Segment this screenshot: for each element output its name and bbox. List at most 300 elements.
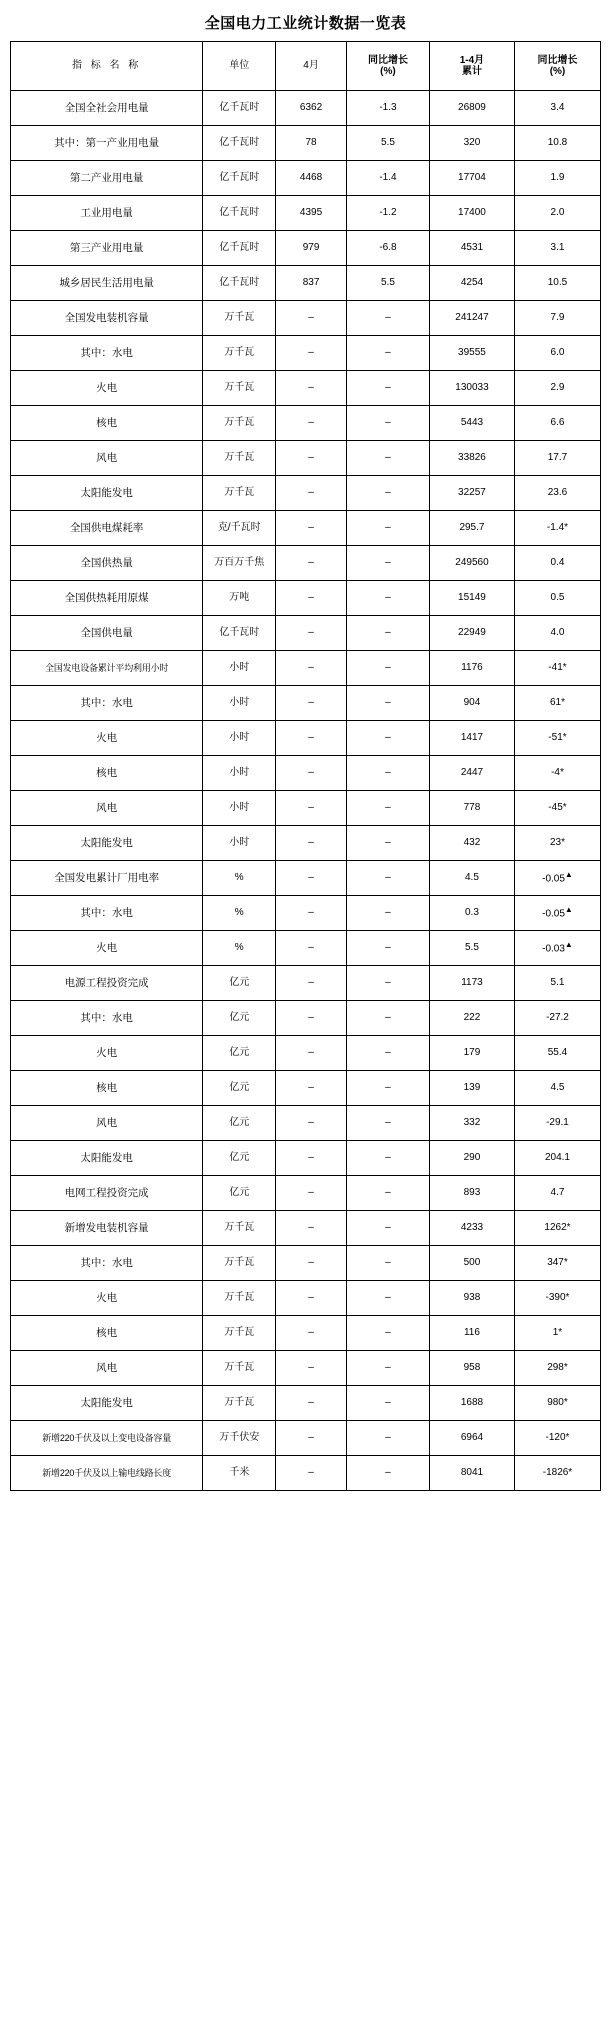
table-row	[11, 931, 601, 966]
cell-month-yoy: –	[346, 476, 429, 511]
cell-indicator-name: 工业用电量	[11, 196, 203, 231]
cell-value: -0.03	[542, 943, 565, 955]
cell-month-yoy: –	[346, 756, 429, 791]
cell-unit: 亿千瓦时	[203, 126, 276, 161]
cell-unit: 亿千瓦时	[203, 231, 276, 266]
cell-cumulative-yoy: 347*	[514, 1246, 600, 1281]
table-row	[11, 546, 601, 581]
cell-month-value: –	[276, 336, 347, 371]
cell-unit: 万千瓦	[203, 476, 276, 511]
cell-cumulative-value: 432	[429, 826, 514, 861]
table-row	[11, 1176, 601, 1211]
table-body	[11, 91, 601, 1491]
cell-cumulative-value: 778	[429, 791, 514, 826]
cell-month-yoy: –	[346, 651, 429, 686]
cell-cumulative-value: 116	[429, 1316, 514, 1351]
cell-cumulative-yoy: -120*	[514, 1421, 600, 1456]
header-yoy-month	[346, 42, 429, 91]
cell-month-value: –	[276, 686, 347, 721]
header-yoy-month-line1: 同比增长	[367, 54, 408, 66]
cell-month-yoy: –	[346, 301, 429, 336]
table-row	[11, 1316, 601, 1351]
cell-month-value: –	[276, 1141, 347, 1176]
cell-indicator-name: 火电	[11, 931, 203, 966]
cell-unit: 小时	[203, 651, 276, 686]
cell-cumulative-yoy: 2.9	[514, 371, 600, 406]
cell-cumulative-value: 32257	[429, 476, 514, 511]
table-row	[11, 756, 601, 791]
cell-unit: 亿千瓦时	[203, 161, 276, 196]
cell-cumulative-yoy: 980*	[514, 1386, 600, 1421]
cell-unit: 亿元	[203, 1036, 276, 1071]
cell-indicator-name: 风电	[11, 441, 203, 476]
cell-month-value: –	[276, 441, 347, 476]
cell-cumulative-yoy: 298*	[514, 1351, 600, 1386]
table-row	[11, 896, 601, 931]
cell-unit: 千米	[203, 1456, 276, 1491]
cell-indicator-name: 第二产业用电量	[11, 161, 203, 196]
cell-cumulative-yoy: 3.1	[514, 231, 600, 266]
cell-cumulative-yoy: 2.0	[514, 196, 600, 231]
table-row	[11, 126, 601, 161]
cell-cumulative-value: 139	[429, 1071, 514, 1106]
cell-unit: 亿元	[203, 1106, 276, 1141]
cell-indicator-name: 全国发电设备累计平均利用小时	[11, 651, 203, 686]
cell-cumulative-value: 22949	[429, 616, 514, 651]
cell-month-yoy: –	[346, 441, 429, 476]
cell-cumulative-value: 1417	[429, 721, 514, 756]
cell-indicator-name: 核电	[11, 756, 203, 791]
cell-indicator-name: 其中：水电	[11, 1001, 203, 1036]
cell-cumulative-value: 1688	[429, 1386, 514, 1421]
cell-month-yoy: –	[346, 336, 429, 371]
cell-cumulative-value: 130033	[429, 371, 514, 406]
cell-month-value: 6362	[276, 91, 347, 126]
cell-indicator-name: 火电	[11, 371, 203, 406]
cell-cumulative-yoy: -4*	[514, 756, 600, 791]
cell-indicator-name: 太阳能发电	[11, 1386, 203, 1421]
table-row	[11, 511, 601, 546]
cell-month-value: –	[276, 1281, 347, 1316]
cell-month-yoy: –	[346, 1176, 429, 1211]
cell-month-value: –	[276, 1246, 347, 1281]
cell-cumulative-yoy: 23*	[514, 826, 600, 861]
cell-indicator-name: 全国发电装机容量	[11, 301, 203, 336]
cell-month-value: 979	[276, 231, 347, 266]
cell-cumulative-yoy: -1826*	[514, 1456, 600, 1491]
cell-month-value: –	[276, 896, 347, 931]
cell-indicator-name: 全国供热量	[11, 546, 203, 581]
cell-cumulative-value: 33826	[429, 441, 514, 476]
cell-cumulative-value: 295.7	[429, 511, 514, 546]
cell-month-yoy: –	[346, 1036, 429, 1071]
cell-unit: 万千瓦	[203, 301, 276, 336]
cell-month-yoy: –	[346, 371, 429, 406]
header-month: 4月	[276, 42, 347, 91]
cell-month-value: –	[276, 931, 347, 966]
cell-unit: 小时	[203, 686, 276, 721]
cell-value: -0.05	[542, 873, 565, 885]
cell-month-yoy: –	[346, 1351, 429, 1386]
cell-cumulative-value: 893	[429, 1176, 514, 1211]
cell-month-yoy: –	[346, 1106, 429, 1141]
cell-indicator-name: 电网工程投资完成	[11, 1176, 203, 1211]
cell-unit: 亿元	[203, 1001, 276, 1036]
table-header	[11, 42, 601, 91]
cell-month-value: –	[276, 581, 347, 616]
cell-cumulative-value: 222	[429, 1001, 514, 1036]
table-row	[11, 1001, 601, 1036]
table-row	[11, 91, 601, 126]
cell-month-value: –	[276, 1071, 347, 1106]
cell-unit: 亿千瓦时	[203, 266, 276, 301]
cell-indicator-name: 核电	[11, 1316, 203, 1351]
table-row	[11, 196, 601, 231]
cell-cumulative-value: 39555	[429, 336, 514, 371]
table-row	[11, 1071, 601, 1106]
cell-unit: 万千伏安	[203, 1421, 276, 1456]
cell-cumulative-value: 0.3	[429, 896, 514, 931]
cell-month-yoy: –	[346, 406, 429, 441]
power-statistics-table	[10, 41, 601, 1491]
cell-cumulative-value: 5443	[429, 406, 514, 441]
table-row	[11, 1246, 601, 1281]
header-yoy-month-line2: (%)	[380, 66, 396, 77]
cell-cumulative-value: 179	[429, 1036, 514, 1071]
cell-month-value: –	[276, 1421, 347, 1456]
cell-cumulative-yoy: 10.5	[514, 266, 600, 301]
header-unit: 单位	[203, 42, 276, 91]
table-row	[11, 721, 601, 756]
cell-cumulative-yoy: 0.4	[514, 546, 600, 581]
cell-month-yoy: –	[346, 1141, 429, 1176]
page-title: 全国电力工业统计数据一览表	[204, 15, 407, 32]
table-row	[11, 1211, 601, 1246]
cell-indicator-name: 新增发电装机容量	[11, 1211, 203, 1246]
header-cumulative-line1: 1-4月	[459, 54, 485, 66]
cell-month-yoy: –	[346, 546, 429, 581]
cell-month-yoy: –	[346, 686, 429, 721]
cell-month-yoy: –	[346, 511, 429, 546]
cell-indicator-name: 其中：水电	[11, 1246, 203, 1281]
cell-month-yoy: -1.4	[346, 161, 429, 196]
table-row	[11, 301, 601, 336]
cell-month-yoy: -1.3	[346, 91, 429, 126]
cell-month-value: –	[276, 1456, 347, 1491]
cell-indicator-name: 电源工程投资完成	[11, 966, 203, 1001]
cell-cumulative-value: 26809	[429, 91, 514, 126]
header-yoy-cumulative-line1: 同比增长	[537, 54, 578, 66]
cell-cumulative-value: 17400	[429, 196, 514, 231]
cell-month-yoy: –	[346, 1281, 429, 1316]
cell-cumulative-value: 1173	[429, 966, 514, 1001]
cell-unit: 万千瓦	[203, 1211, 276, 1246]
header-indicator-name: 指 标 名 称	[11, 42, 203, 91]
cell-indicator-name: 新增220千伏及以上输电线路长度	[11, 1456, 203, 1491]
cell-cumulative-yoy	[514, 931, 600, 966]
cell-cumulative-yoy: 5.1	[514, 966, 600, 1001]
table-row	[11, 1456, 601, 1491]
cell-cumulative-yoy: 4.5	[514, 1071, 600, 1106]
cell-indicator-name: 太阳能发电	[11, 826, 203, 861]
cell-cumulative-value: 332	[429, 1106, 514, 1141]
cell-month-value: –	[276, 651, 347, 686]
cell-cumulative-yoy: 3.4	[514, 91, 600, 126]
cell-cumulative-value: 4254	[429, 266, 514, 301]
cell-cumulative-value: 241247	[429, 301, 514, 336]
cell-month-value: –	[276, 546, 347, 581]
cell-indicator-name: 其中：第一产业用电量	[11, 126, 203, 161]
table-row	[11, 371, 601, 406]
table-row	[11, 791, 601, 826]
table-row	[11, 266, 601, 301]
table-row	[11, 1106, 601, 1141]
cell-cumulative-yoy: 17.7	[514, 441, 600, 476]
cell-month-yoy: –	[346, 1421, 429, 1456]
cell-cumulative-value: 290	[429, 1141, 514, 1176]
cell-unit: 万吨	[203, 581, 276, 616]
cell-cumulative-value: 17704	[429, 161, 514, 196]
cell-cumulative-yoy: 204.1	[514, 1141, 600, 1176]
cell-cumulative-yoy: -51*	[514, 721, 600, 756]
cell-cumulative-value: 6964	[429, 1421, 514, 1456]
cell-indicator-name: 全国供热耗用原煤	[11, 581, 203, 616]
header-yoy-cumulative	[514, 42, 600, 91]
cell-month-yoy: –	[346, 1211, 429, 1246]
cell-unit: 万千瓦	[203, 1351, 276, 1386]
cell-unit: 万千瓦	[203, 1246, 276, 1281]
cell-indicator-name: 风电	[11, 791, 203, 826]
cell-unit: 万千瓦	[203, 1316, 276, 1351]
cell-unit: 亿元	[203, 1141, 276, 1176]
cell-unit: %	[203, 896, 276, 931]
table-row	[11, 861, 601, 896]
cell-month-value: –	[276, 511, 347, 546]
cell-indicator-name: 全国发电累计厂用电率	[11, 861, 203, 896]
cell-month-value: –	[276, 1351, 347, 1386]
cell-cumulative-yoy: 23.6	[514, 476, 600, 511]
cell-month-yoy: –	[346, 1316, 429, 1351]
table-row	[11, 686, 601, 721]
table-row	[11, 441, 601, 476]
cell-cumulative-yoy: 4.7	[514, 1176, 600, 1211]
cell-unit: 万千瓦	[203, 1281, 276, 1316]
cell-cumulative-yoy: 10.8	[514, 126, 600, 161]
cell-cumulative-yoy	[514, 861, 600, 896]
cell-indicator-name: 太阳能发电	[11, 1141, 203, 1176]
cell-unit: 万千瓦	[203, 1386, 276, 1421]
cell-month-yoy: –	[346, 1001, 429, 1036]
cell-month-yoy: –	[346, 861, 429, 896]
header-cumulative-line2: 累计	[461, 66, 482, 77]
cell-cumulative-value: 958	[429, 1351, 514, 1386]
cell-month-yoy: –	[346, 1246, 429, 1281]
cell-cumulative-yoy: -29.1	[514, 1106, 600, 1141]
cell-month-value: –	[276, 1001, 347, 1036]
cell-value: -0.05	[542, 908, 565, 920]
triangle-up-icon: ▲	[564, 905, 573, 915]
cell-cumulative-value: 320	[429, 126, 514, 161]
cell-cumulative-value: 8041	[429, 1456, 514, 1491]
cell-month-value: –	[276, 1211, 347, 1246]
cell-indicator-name: 核电	[11, 1071, 203, 1106]
cell-indicator-name: 全国供电煤耗率	[11, 511, 203, 546]
cell-month-value: –	[276, 1036, 347, 1071]
cell-month-value: –	[276, 1106, 347, 1141]
cell-month-value: –	[276, 616, 347, 651]
cell-cumulative-yoy: 1.9	[514, 161, 600, 196]
header-row	[11, 42, 601, 91]
cell-indicator-name: 风电	[11, 1351, 203, 1386]
cell-month-yoy: –	[346, 826, 429, 861]
cell-month-value: –	[276, 1386, 347, 1421]
cell-cumulative-value: 1176	[429, 651, 514, 686]
cell-month-yoy: –	[346, 966, 429, 1001]
cell-unit: %	[203, 931, 276, 966]
cell-month-yoy: –	[346, 791, 429, 826]
cell-unit: 小时	[203, 756, 276, 791]
cell-cumulative-yoy: -27.2	[514, 1001, 600, 1036]
cell-cumulative-yoy: 55.4	[514, 1036, 600, 1071]
cell-month-value: –	[276, 476, 347, 511]
table-row	[11, 826, 601, 861]
cell-month-value: –	[276, 301, 347, 336]
cell-month-value: 837	[276, 266, 347, 301]
table-row	[11, 581, 601, 616]
cell-month-value: –	[276, 791, 347, 826]
cell-cumulative-value: 500	[429, 1246, 514, 1281]
cell-cumulative-value: 4.5	[429, 861, 514, 896]
cell-month-yoy: –	[346, 1071, 429, 1106]
cell-month-yoy: –	[346, 931, 429, 966]
cell-unit: 万千瓦	[203, 336, 276, 371]
cell-cumulative-yoy: 61*	[514, 686, 600, 721]
cell-month-yoy: –	[346, 896, 429, 931]
cell-unit: 小时	[203, 721, 276, 756]
table-row	[11, 651, 601, 686]
cell-month-yoy: –	[346, 1456, 429, 1491]
table-row	[11, 231, 601, 266]
cell-cumulative-yoy: 6.6	[514, 406, 600, 441]
cell-month-value: 78	[276, 126, 347, 161]
table-row	[11, 406, 601, 441]
cell-month-yoy: –	[346, 721, 429, 756]
cell-cumulative-yoy: 4.0	[514, 616, 600, 651]
cell-indicator-name: 城乡居民生活用电量	[11, 266, 203, 301]
cell-indicator-name: 火电	[11, 1036, 203, 1071]
cell-unit: 小时	[203, 826, 276, 861]
cell-cumulative-yoy	[514, 896, 600, 931]
cell-month-value: –	[276, 861, 347, 896]
cell-month-yoy: –	[346, 1386, 429, 1421]
cell-unit: 亿元	[203, 1176, 276, 1211]
cell-cumulative-value: 4531	[429, 231, 514, 266]
cell-month-yoy: -6.8	[346, 231, 429, 266]
cell-unit: 小时	[203, 791, 276, 826]
cell-cumulative-value: 5.5	[429, 931, 514, 966]
cell-unit: 亿千瓦时	[203, 91, 276, 126]
cell-month-value: –	[276, 721, 347, 756]
cell-month-value: –	[276, 966, 347, 1001]
cell-indicator-name: 新增220千伏及以上变电设备容量	[11, 1421, 203, 1456]
table-row	[11, 1141, 601, 1176]
cell-unit: 亿千瓦时	[203, 196, 276, 231]
cell-unit: 克/千瓦时	[203, 511, 276, 546]
table-row	[11, 1386, 601, 1421]
cell-indicator-name: 其中：水电	[11, 686, 203, 721]
table-row	[11, 161, 601, 196]
cell-month-yoy: 5.5	[346, 126, 429, 161]
triangle-up-icon: ▲	[564, 940, 573, 950]
header-yoy-cumulative-line2: (%)	[549, 66, 566, 77]
cell-indicator-name: 全国供电量	[11, 616, 203, 651]
cell-cumulative-yoy: -41*	[514, 651, 600, 686]
cell-month-value: –	[276, 756, 347, 791]
cell-indicator-name: 核电	[11, 406, 203, 441]
cell-cumulative-value: 4233	[429, 1211, 514, 1246]
cell-cumulative-yoy: -45*	[514, 791, 600, 826]
cell-month-yoy: -1.2	[346, 196, 429, 231]
cell-cumulative-value: 904	[429, 686, 514, 721]
table-row	[11, 336, 601, 371]
cell-unit: %	[203, 861, 276, 896]
cell-month-yoy: –	[346, 616, 429, 651]
cell-month-value: 4395	[276, 196, 347, 231]
cell-unit: 万千瓦	[203, 406, 276, 441]
cell-unit: 亿元	[203, 1071, 276, 1106]
cell-cumulative-value: 249560	[429, 546, 514, 581]
cell-unit: 万百万千焦	[203, 546, 276, 581]
table-row	[11, 1036, 601, 1071]
cell-indicator-name: 太阳能发电	[11, 476, 203, 511]
cell-indicator-name: 其中：水电	[11, 336, 203, 371]
cell-month-value: –	[276, 1176, 347, 1211]
cell-cumulative-yoy: 1*	[514, 1316, 600, 1351]
cell-month-value: 4468	[276, 161, 347, 196]
cell-cumulative-value: 2447	[429, 756, 514, 791]
cell-month-value: –	[276, 1316, 347, 1351]
cell-unit: 亿千瓦时	[203, 616, 276, 651]
cell-month-yoy: 5.5	[346, 266, 429, 301]
cell-cumulative-yoy: 0.5	[514, 581, 600, 616]
cell-indicator-name: 火电	[11, 1281, 203, 1316]
cell-cumulative-yoy: -390*	[514, 1281, 600, 1316]
cell-indicator-name: 全国全社会用电量	[11, 91, 203, 126]
table-row	[11, 476, 601, 511]
cell-month-yoy: –	[346, 581, 429, 616]
cell-unit: 万千瓦	[203, 441, 276, 476]
cell-month-value: –	[276, 826, 347, 861]
table-row	[11, 1351, 601, 1386]
table-row	[11, 966, 601, 1001]
cell-indicator-name: 风电	[11, 1106, 203, 1141]
cell-cumulative-yoy: 1262*	[514, 1211, 600, 1246]
cell-unit: 万千瓦	[203, 371, 276, 406]
table-row	[11, 1421, 601, 1456]
cell-month-value: –	[276, 406, 347, 441]
cell-indicator-name: 第三产业用电量	[11, 231, 203, 266]
cell-cumulative-value: 15149	[429, 581, 514, 616]
cell-indicator-name: 其中：水电	[11, 896, 203, 931]
header-cumulative	[429, 42, 514, 91]
triangle-up-icon: ▲	[564, 870, 573, 880]
cell-cumulative-yoy: -1.4*	[514, 511, 600, 546]
cell-indicator-name: 火电	[11, 721, 203, 756]
table-row	[11, 1281, 601, 1316]
table-row	[11, 616, 601, 651]
cell-cumulative-value: 938	[429, 1281, 514, 1316]
cell-unit: 亿元	[203, 966, 276, 1001]
